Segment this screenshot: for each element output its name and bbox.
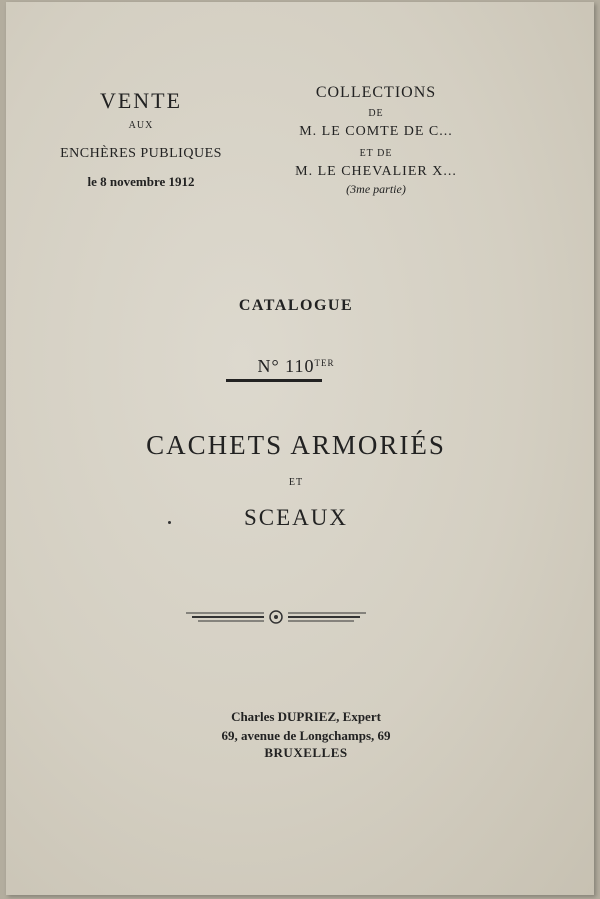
aux-text: AUX <box>128 120 154 131</box>
number-main: N° 110 <box>257 356 315 376</box>
catalogue-cover <box>6 2 594 895</box>
et-de-text: ET DE <box>359 148 393 159</box>
expert-name: Charles DUPRIEZ, Expert <box>231 709 381 724</box>
catalogue-number <box>206 356 386 377</box>
collections-heading: COLLECTIONS <box>315 84 437 101</box>
expert-city: BRUXELLES <box>264 745 348 760</box>
expert-address: 69, avenue de Longchamps, 69 <box>221 728 391 743</box>
ornament-divider <box>186 608 366 626</box>
sale-date: le 8 novembre 1912 <box>87 174 195 189</box>
title-et: ET <box>288 477 304 488</box>
encheres-text: ENCHÈRES PUBLIQUES <box>60 146 222 161</box>
number-underline <box>226 379 322 382</box>
partie-text: (3me partie) <box>346 182 406 196</box>
comte-text: M. LE COMTE DE C... <box>299 124 453 139</box>
ink-dot <box>168 521 171 524</box>
catalogue-label: CATALOGUE <box>238 297 354 314</box>
de-text: DE <box>368 108 384 119</box>
title-line-1: CACHETS ARMORIÉS <box>146 430 446 460</box>
chevalier-text: M. LE CHEVALIER X... <box>295 164 457 179</box>
vente-heading: VENTE <box>99 88 183 113</box>
number-superscript: TER <box>314 358 335 368</box>
title-line-2: SCEAUX <box>243 505 348 530</box>
